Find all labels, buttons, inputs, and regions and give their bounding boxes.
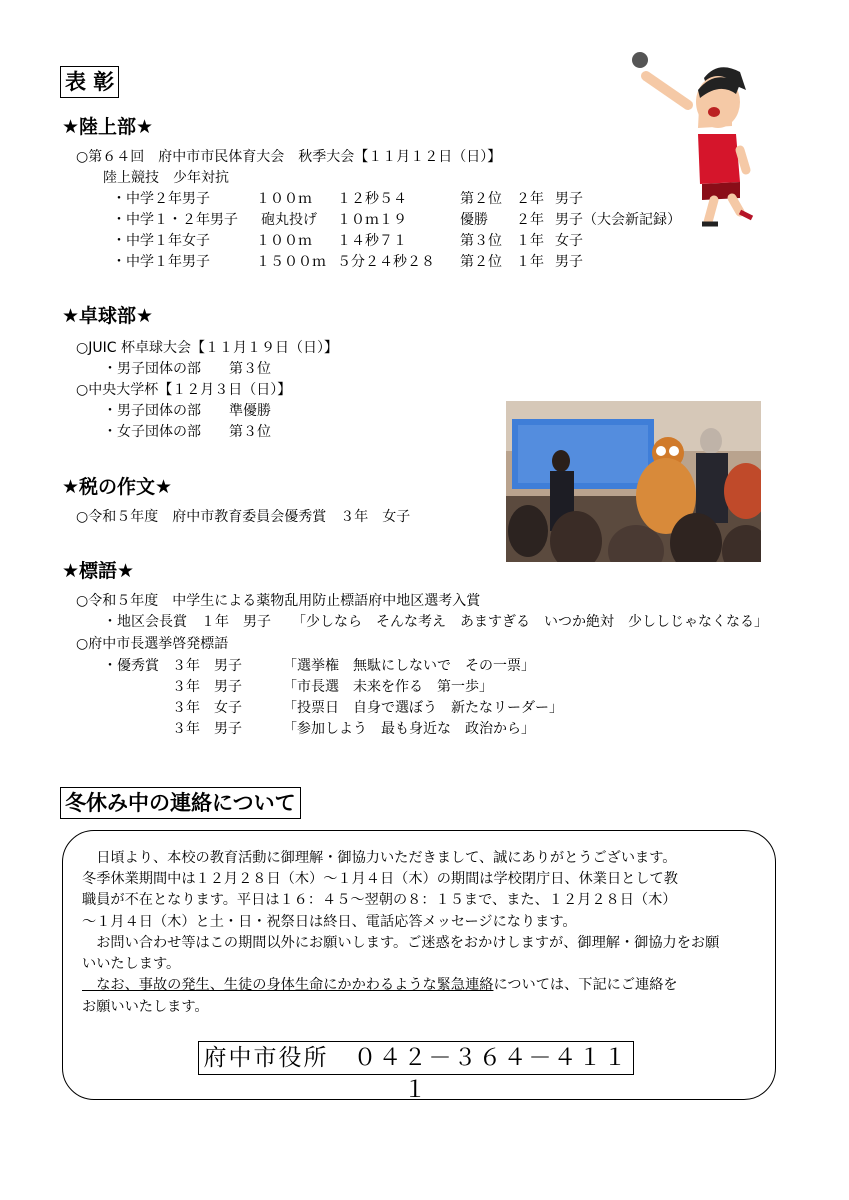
award-grade: ３年 男子 <box>172 658 242 674</box>
notice-line: お願いいたします。 <box>82 999 209 1015</box>
award-label: ・地区会長賞 １年 男子 <box>103 614 271 630</box>
slogan-text: 「市長選 未来を作る 第一歩」 <box>283 679 493 695</box>
division: ・中学１・２年男子 <box>112 212 238 228</box>
event: １５００ｍ <box>256 254 326 270</box>
place: 第３位 <box>460 233 502 249</box>
tax-essay-section-title: ★税の作文★ <box>62 476 173 498</box>
grade: ２年 <box>516 212 544 228</box>
slogan-text: 「参加しよう 最も身近な 政治から」 <box>283 721 535 737</box>
note: 男子 <box>555 254 583 270</box>
track-category: 陸上競技 少年対抗 <box>103 170 229 186</box>
place: 優勝 <box>460 212 488 228</box>
division: ・中学１年女子 <box>112 233 210 249</box>
track-result-row <box>0 252 849 273</box>
notice-line: いいたします。 <box>82 956 181 972</box>
track-result-row <box>0 231 849 252</box>
division: ・中学１年男子 <box>112 254 210 270</box>
division: ・中学２年男子 <box>112 191 210 207</box>
event: １００ｍ <box>256 233 312 249</box>
mayor-slogan-award <box>0 698 849 719</box>
slogan-section-title: ★標語★ <box>62 560 135 582</box>
award-ceremony-photo <box>506 401 761 562</box>
record: １２秒５４ <box>337 191 407 207</box>
notice-urgent-underlined: なお、事故の発生、生徒の身体生命にかかわるような緊急連絡 <box>82 977 494 993</box>
mayor-slogan-heading: ○府中市長選挙啓発標語 <box>76 636 229 652</box>
drug-slogan-heading: ○令和５年度 中学生による薬物乱用防止標語府中地区選考入賞 <box>76 593 481 609</box>
contact-phone: 府中市役所 ０４２－３６４－４１１１ <box>198 1041 634 1075</box>
winter-notice-title: 冬休み中の連絡について <box>60 787 301 819</box>
table-tennis-section-title: ★卓球部★ <box>62 305 154 327</box>
mayor-slogan-award <box>0 656 849 677</box>
commendation-title: 表 彰 <box>60 66 119 98</box>
grade: １年 <box>516 233 544 249</box>
track-event-heading: ○第６４回 府中市市民体育大会 秋季大会【１１月１２日（日）】 <box>76 149 502 165</box>
note: 女子 <box>555 233 583 249</box>
record: １４秒７１ <box>337 233 407 249</box>
notice-urgent-rest: については、下記にご連絡を <box>493 977 678 993</box>
track-result-row <box>0 210 849 231</box>
track-section-title: ★陸上部★ <box>62 116 154 138</box>
tax-essay-result: ○令和５年度 府中市教育委員会優秀賞 ３年 女子 <box>76 509 411 525</box>
note: 男子（大会新記録） <box>555 212 681 228</box>
note: 男子 <box>555 191 583 207</box>
notice-line: ～１月４日（木）と土・日・祝祭日は終日、電話応答メッセージになります。 <box>82 914 577 930</box>
notice-line: 冬季休業期間中は１２月２８日（木）～１月４日（木）の期間は学校閉庁日、休業日として教 <box>82 871 678 887</box>
chuo-cup-result: ・女子団体の部 第３位 <box>103 424 271 440</box>
slogan-text: 「少しなら そんな考え あますぎる いつか絶対 少ししじゃなくなる」 <box>292 614 768 630</box>
mayor-slogan-award <box>0 719 849 740</box>
chuo-cup-result: ・男子団体の部 準優勝 <box>103 403 271 419</box>
chuo-cup-heading: ○中央大学杯【１２月３日（日）】 <box>76 382 292 398</box>
slogan-text: 「選挙権 無駄にしないで その一票」 <box>283 658 535 674</box>
notice-urgent-line <box>82 975 678 997</box>
notice-line: 日頃より、本校の教育活動に御理解・御協力いただきまして、誠にありがとうございます。 <box>82 850 677 866</box>
place: 第２位 <box>460 254 502 270</box>
notice-line: 職員が不在となります。平日は１６：４５～翌朝の８：１５まで、また、１２月２８日（木） <box>82 892 677 908</box>
event: １００ｍ <box>256 191 312 207</box>
award-label: ・優秀賞 <box>103 658 159 674</box>
award-grade: ３年 男子 <box>172 721 242 737</box>
grade: １年 <box>516 254 544 270</box>
notice-line: お問い合わせ等はこの期間以外にお願いします。ご迷惑をおかけしますが、御理解・御協力をお願 <box>82 935 720 951</box>
grade: ２年 <box>516 191 544 207</box>
juic-cup-result: ・男子団体の部 第３位 <box>103 361 271 377</box>
place: 第２位 <box>460 191 502 207</box>
record: ５分２４秒２８ <box>337 254 435 270</box>
event: 砲丸投げ <box>261 212 317 228</box>
juic-cup-heading: ○JUIC 杯卓球大会【１１月１９日（日）】 <box>76 340 338 356</box>
track-result-row <box>0 189 849 210</box>
award-grade: ３年 女子 <box>172 700 242 716</box>
mayor-slogan-award <box>0 677 849 698</box>
drug-slogan-award <box>0 612 849 633</box>
record: １０ｍ１９ <box>337 212 407 228</box>
award-grade: ３年 男子 <box>172 679 242 695</box>
slogan-text: 「投票日 自身で選ぼう 新たなリーダー」 <box>283 700 563 716</box>
